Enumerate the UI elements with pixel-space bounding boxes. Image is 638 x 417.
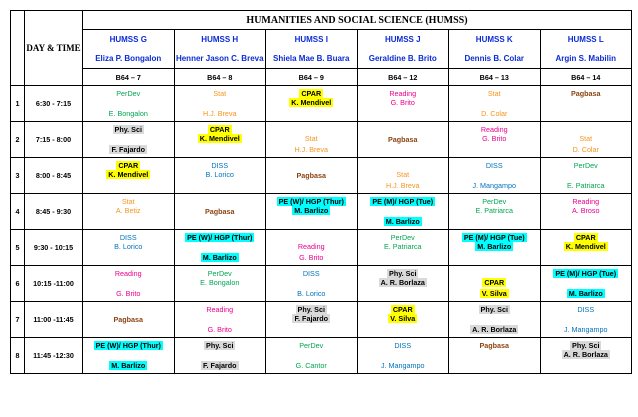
room-code: B64 – 12	[357, 69, 449, 86]
subject-label: CPAR	[484, 278, 505, 287]
teacher-label: B. Lorico	[205, 170, 234, 179]
schedule-cell	[266, 122, 358, 158]
schedule-cell	[174, 338, 266, 374]
subject-label: DISS	[485, 161, 503, 170]
subject-label: Stat	[213, 89, 227, 98]
schedule-cell	[449, 194, 541, 230]
teacher-label: K. Mendivel	[291, 98, 332, 107]
section-adviser: Eliza P. Bongalon	[95, 54, 162, 63]
schedule-cell	[449, 302, 541, 338]
period-time: 8:45 - 9:30	[25, 194, 83, 230]
teacher-label: M. Barlizo	[477, 242, 512, 251]
schedule-cell	[174, 266, 266, 302]
room-code: B64 – 14	[540, 69, 632, 86]
teacher-label: D. Colar	[481, 109, 508, 118]
subject-label: PE (W)/ HGP (Thur)	[278, 197, 344, 206]
subject-label: PerDev	[573, 161, 598, 170]
section-header	[83, 30, 175, 69]
subject-label: Phy. Sci	[389, 269, 417, 278]
teacher-label: M. Barlizo	[111, 361, 146, 370]
period-time: 7:15 - 8:00	[25, 122, 83, 158]
subject-label: PerDev	[482, 197, 507, 206]
teacher-label: J. Mangampo	[563, 325, 608, 334]
teacher-label: B. Lorico	[297, 289, 326, 298]
subject-label: PE (M)/ HGP (Tue)	[372, 197, 434, 206]
teacher-label: K. Mendivel	[565, 242, 606, 251]
schedule-cell	[83, 338, 175, 374]
schedule-cell	[357, 86, 449, 122]
schedule-cell	[357, 266, 449, 302]
period-time: 8:00 - 8:45	[25, 158, 83, 194]
schedule-cell	[357, 230, 449, 266]
section-adviser: Geraldine B. Brito	[368, 54, 437, 63]
subject-label: CPAR	[209, 125, 230, 134]
teacher-label: E. Patriarca	[475, 206, 514, 215]
period-number: 1	[11, 86, 25, 122]
schedule-row	[11, 302, 632, 338]
subject-label: Reading	[297, 242, 325, 251]
teacher-label: J. Mangampo	[380, 361, 425, 370]
subject-label: PE (M)/ HGP (Tue)	[555, 269, 617, 278]
subject-label: CPAR	[118, 161, 139, 170]
subject-label: Phy. Sci	[572, 341, 600, 350]
section-name: HUMSS K	[475, 35, 513, 44]
period-number: 3	[11, 158, 25, 194]
schedule-cell	[540, 338, 632, 374]
subject-label: Reading	[572, 197, 600, 206]
teacher-label: E. Patriarca	[383, 242, 422, 251]
period-number: 8	[11, 338, 25, 374]
section-adviser: Henner Jason C. Breva	[175, 54, 264, 63]
schedule-row	[11, 230, 632, 266]
schedule-cell	[357, 338, 449, 374]
schedule-cell	[266, 266, 358, 302]
subject-label: Pagbasa	[113, 315, 144, 324]
subject-label: Stat	[304, 134, 318, 143]
schedule-cell	[540, 230, 632, 266]
schedule-cell	[83, 194, 175, 230]
teacher-label: B. Lorico	[114, 242, 143, 251]
schedule-row	[11, 86, 632, 122]
section-name: HUMSS G	[109, 35, 147, 44]
teacher-label: F. Fajardo	[294, 314, 329, 323]
schedule-cell	[266, 194, 358, 230]
subject-label: CPAR	[301, 89, 322, 98]
teacher-label: K. Mendivel	[108, 170, 149, 179]
section-header	[540, 30, 632, 69]
period-number: 6	[11, 266, 25, 302]
subject-label: PerDev	[299, 341, 324, 350]
schedule-row	[11, 266, 632, 302]
period-time: 11:45 -12:30	[25, 338, 83, 374]
teacher-label: J. Mangampo	[472, 181, 517, 190]
teacher-label: G. Brito	[116, 289, 141, 298]
teacher-label: H.J. Breva	[202, 109, 237, 118]
day-time-header: DAY & TIME	[25, 11, 83, 86]
teacher-label: V. Silva	[481, 289, 507, 298]
schedule-cell	[83, 86, 175, 122]
subject-label: Stat	[121, 197, 135, 206]
schedule-cell	[449, 266, 541, 302]
schedule-cell	[266, 158, 358, 194]
teacher-label: A. Betiz	[115, 206, 141, 215]
teacher-label: M. Barlizo	[385, 217, 420, 226]
teacher-label: D. Colar	[572, 145, 599, 154]
subject-label: PE (M)/ HGP (Tue)	[463, 233, 525, 242]
schedule-cell	[174, 158, 266, 194]
schedule-cell	[449, 86, 541, 122]
schedule-cell	[540, 158, 632, 194]
schedule-cell	[83, 230, 175, 266]
schedule-cell	[266, 86, 358, 122]
section-header	[449, 30, 541, 69]
teacher-label: E. Bongalon	[200, 278, 240, 287]
section-header	[357, 30, 449, 69]
subject-label: Reading	[206, 305, 234, 314]
section-name: HUMSS I	[294, 35, 328, 44]
teacher-label: A. R. Borlaza	[563, 350, 608, 359]
schedule-cell	[174, 122, 266, 158]
schedule-row	[11, 338, 632, 374]
subject-label: Stat	[579, 134, 593, 143]
subject-label: PerDev	[390, 233, 415, 242]
subject-label: CPAR	[575, 233, 596, 242]
subject-label: Pagbasa	[570, 89, 601, 98]
teacher-label: F. Fajardo	[111, 145, 146, 154]
page-title: HUMANITIES AND SOCIAL SCIENCE (HUMSS)	[83, 11, 632, 30]
subject-label: PerDev	[116, 89, 141, 98]
schedule-cell	[174, 302, 266, 338]
teacher-label: A. R. Borlaza	[472, 325, 517, 334]
teacher-label: E. Bongalon	[108, 109, 148, 118]
subject-label: Stat	[487, 89, 501, 98]
teacher-label: M. Barlizo	[294, 206, 329, 215]
teacher-label: E. Patriarca	[566, 181, 605, 190]
subject-label: Phy. Sci	[114, 125, 142, 134]
teacher-label: A. Broso	[571, 206, 600, 215]
subject-label: DISS	[211, 161, 229, 170]
teacher-label: H.J. Breva	[294, 145, 329, 154]
subject-label: Phy. Sci	[297, 305, 325, 314]
schedule-cell	[540, 86, 632, 122]
subject-label: Pagbasa	[296, 171, 327, 180]
schedule-cell	[449, 338, 541, 374]
section-name: HUMSS L	[567, 35, 604, 44]
period-number: 5	[11, 230, 25, 266]
teacher-label: G. Cantor	[295, 361, 327, 370]
schedule-cell	[357, 158, 449, 194]
subject-label: PE (W)/ HGP (Thur)	[95, 341, 161, 350]
teacher-label: K. Mendivel	[199, 134, 240, 143]
schedule-cell	[449, 230, 541, 266]
schedule-cell	[357, 122, 449, 158]
schedule-cell	[449, 122, 541, 158]
subject-label: Reading	[480, 125, 508, 134]
teacher-label: F. Fajardo	[202, 361, 237, 370]
subject-label: DISS	[302, 269, 320, 278]
room-code: B64 – 8	[174, 69, 266, 86]
teacher-label: H.J. Breva	[385, 181, 420, 190]
subject-label: Pagbasa	[204, 207, 235, 216]
schedule-cell	[540, 122, 632, 158]
section-header	[266, 30, 358, 69]
subject-label: CPAR	[392, 305, 413, 314]
schedule-cell	[174, 230, 266, 266]
schedule-table	[10, 10, 632, 374]
period-number: 4	[11, 194, 25, 230]
teacher-label: A. R. Borlaza	[380, 278, 425, 287]
subject-label: Pagbasa	[387, 135, 418, 144]
schedule-cell	[540, 266, 632, 302]
schedule-cell	[540, 302, 632, 338]
section-name: HUMSS H	[201, 35, 239, 44]
schedule-cell	[83, 302, 175, 338]
subject-label: DISS	[577, 305, 595, 314]
schedule-cell	[266, 338, 358, 374]
period-time: 9:30 - 10:15	[25, 230, 83, 266]
schedule-cell	[449, 158, 541, 194]
subject-label: PerDev	[207, 269, 232, 278]
section-header	[174, 30, 266, 69]
schedule-cell	[174, 86, 266, 122]
schedule-cell	[540, 194, 632, 230]
section-adviser: Dennis B. Colar	[464, 54, 525, 63]
teacher-label: G. Brito	[390, 98, 415, 107]
section-name: HUMSS J	[384, 35, 421, 44]
corner-cell	[11, 11, 25, 86]
subject-label: Pagbasa	[479, 341, 510, 350]
schedule-row	[11, 122, 632, 158]
schedule-cell	[83, 122, 175, 158]
schedule-cell	[266, 302, 358, 338]
teacher-label: V. Silva	[390, 314, 416, 323]
teacher-label: G. Brito	[482, 134, 507, 143]
teacher-label: M. Barlizo	[568, 289, 603, 298]
subject-label: DISS	[119, 233, 137, 242]
room-code: B64 – 9	[266, 69, 358, 86]
period-number: 2	[11, 122, 25, 158]
subject-label: PE (W)/ HGP (Thur)	[187, 233, 253, 242]
teacher-label: M. Barlizo	[202, 253, 237, 262]
period-time: 6:30 - 7:15	[25, 86, 83, 122]
schedule-cell	[83, 266, 175, 302]
subject-label: Reading	[389, 89, 417, 98]
section-adviser: Shiela Mae B. Buara	[273, 54, 350, 63]
subject-label: DISS	[394, 341, 412, 350]
schedule-cell	[174, 194, 266, 230]
schedule-cell	[357, 302, 449, 338]
room-code: B64 – 7	[83, 69, 175, 86]
subject-label: Phy. Sci	[206, 341, 234, 350]
subject-label: Reading	[114, 269, 142, 278]
schedule-cell	[357, 194, 449, 230]
schedule-cell	[266, 230, 358, 266]
section-adviser: Argin S. Mabilin	[555, 54, 616, 63]
schedule-row	[11, 194, 632, 230]
period-time: 10:15 -11:00	[25, 266, 83, 302]
teacher-label: G. Brito	[207, 325, 232, 334]
subject-label: Phy. Sci	[480, 305, 508, 314]
schedule-row	[11, 158, 632, 194]
subject-label: Stat	[396, 170, 410, 179]
teacher-label: G. Brito	[299, 253, 324, 262]
period-number: 7	[11, 302, 25, 338]
room-code: B64 – 13	[449, 69, 541, 86]
schedule-cell	[83, 158, 175, 194]
period-time: 11:00 -11:45	[25, 302, 83, 338]
